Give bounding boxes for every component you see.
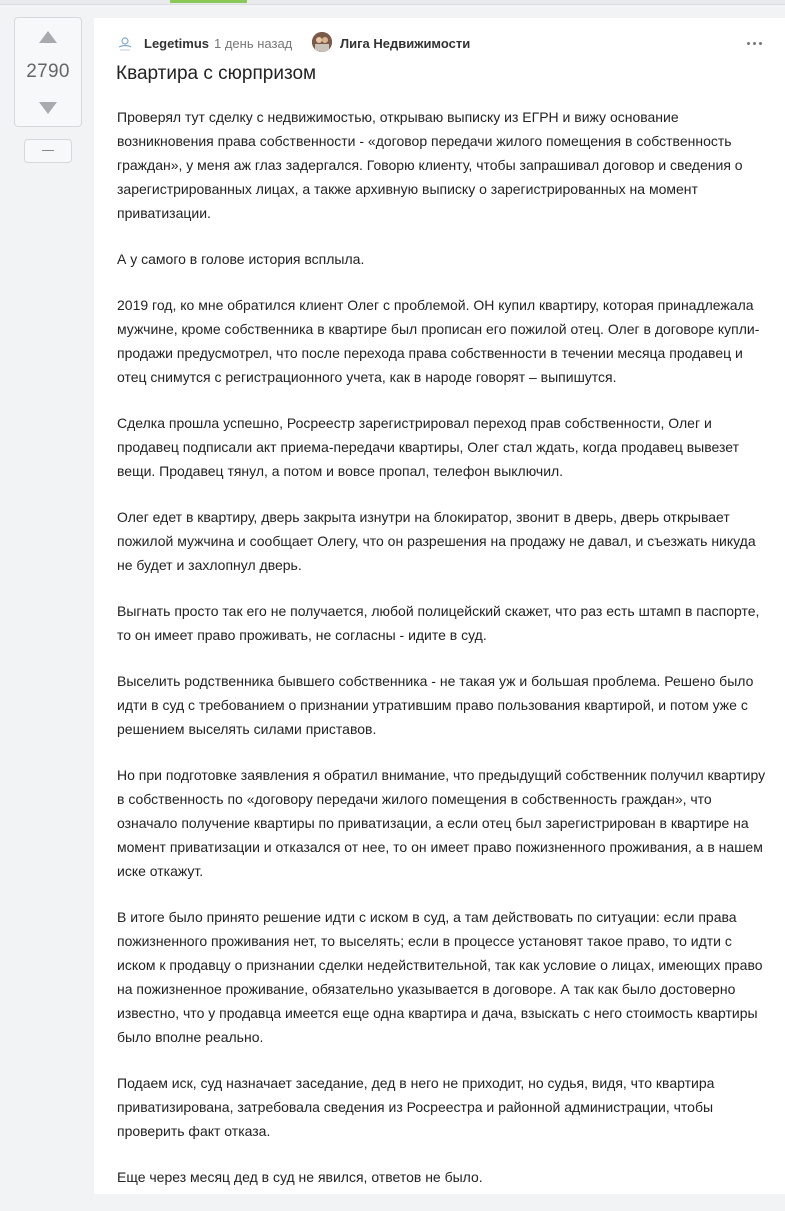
top-navigation-bar (0, 0, 785, 5)
rating-count: 2790 (26, 61, 70, 82)
paragraph: А у самого в голове история всплыла. (117, 251, 365, 267)
arrow-up-icon[interactable] (39, 31, 57, 43)
author-name-link[interactable]: Legetimus (144, 36, 210, 51)
community-avatar[interactable] (312, 32, 332, 52)
community-avatar-image (312, 32, 332, 52)
paragraph: Еще через месяц дед в суд не явился, ответов не было. (117, 1169, 483, 1185)
post-time: 1 день назад (214, 36, 293, 51)
paragraph: Проверял тут сделку с недвижимостью, открываю выписку из ЕГРН и вижу основание возникновения права собственности - «договор передачи жилого помещения в собственность граждан», у меня аж глаз задергался. Говорю клиенту, чтобы запрашивал договор и сведения о зарегистрированных лицах, а также архивную выписку о зарегистрированных на момент приватизации. (117, 109, 743, 221)
paragraph: Но при подготовке заявления я обратил внимание, что предыдущий собственник получил квартиру в собственность по «договору передачи жилого помещения в собственность граждан», что означало получение квартиры по приватизации, а если отец был зарегистрирован в квартире на момент приватизации и отказался от нее, то он имеет право пожизненного проживания, а в нашем иске откажут. (117, 767, 766, 879)
author-logo-icon[interactable] (116, 35, 134, 53)
rating-box (14, 17, 82, 127)
paragraph: Выселить родственника бывшего собственника - не такая уж и большая проблема. Решено было идти в суд с требованием о признании утратившим право пользования квартирой, и потом уже с решением выселять силами приставов. (117, 673, 754, 737)
community-name-link[interactable]: Лига Недвижимости (340, 36, 471, 51)
collapse-button[interactable] (24, 139, 72, 163)
paragraph: Выгнать просто так его не получается, любой полицейский скажет, что раз есть штамп в паспорте, то он имеет право проживать, не согласны - идите в суд. (117, 603, 760, 643)
paragraph: Олег едет в квартиру, дверь закрыта изнутри на блокиратор, звонит в дверь, дверь открывает пожилой мужчина и сообщает Олегу, что он разрешения на продажу не давал, и съезжать никуда не будет и захлопнул дверь. (117, 509, 756, 573)
paragraph: 2019 год, ко мне обратился клиент Олег с проблемой. ОН купил квартиру, которая принадлежала мужчине, кроме собственника в квартире был прописан его пожилой отец. Олег в договоре купли-продажи предусмотрел, что после перехода права собственности в течении месяца продавец и отец снимутся с регистрационного учета, как в народе говорят – выпишутся. (117, 297, 760, 385)
paragraph: Подаем иск, суд назначает заседание, дед в него не приходит, но судья, видя, что квартира приватизирована, затребовала сведения из Росреестра и районной администрации, чтобы проверить факт отказа. (117, 1075, 715, 1139)
paragraph: В итоге было принято решение идти с иском в суд, а там действовать по ситуации: если права пожизненного проживания нет, то выселять; если в процессе установят такое право, то идти с иском к продавцу о признании сделки недействительной, так как условие о лицах, имеющих право на пожизненное проживание, обязательно указывается в договоре. А так как было достоверно известно, что у продавца имеется еще одна квартира и дача, взыскать с него стоимость квартиры было вполне реально. (117, 909, 763, 1045)
rating-rail (0, 5, 94, 1194)
post-content (117, 105, 769, 1211)
post-header (116, 32, 776, 56)
post-card (94, 18, 785, 1194)
paragraph: Сделка прошла успешно, Росреестр зарегистрировал переход прав собственности, Олег и продавец подписали акт приема-передачи квартиры, Олег стал ждать, когда продавец вывезет вещи. Продавец тянул, а потом и вовсе пропал, телефон выключил. (117, 415, 740, 479)
post-title[interactable]: Квартира с сюрпризом (116, 63, 317, 84)
ellipsis-icon[interactable] (746, 35, 764, 51)
active-tab-indicator (170, 0, 247, 3)
arrow-down-icon[interactable] (39, 102, 57, 114)
